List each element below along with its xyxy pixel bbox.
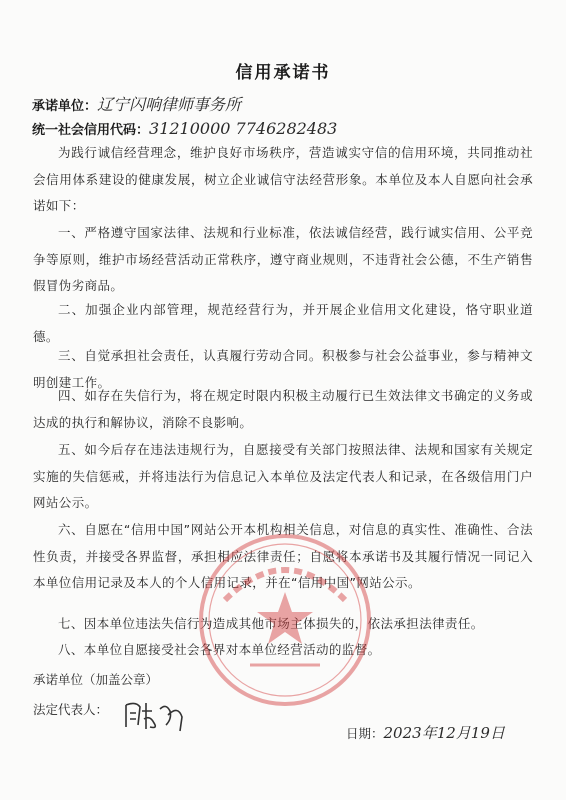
paragraph-2: 二、加强企业内部管理，规范经营行为，并开展企业信用文化建设，恪守职业道德。	[33, 302, 533, 344]
paragraph-1: 一、严格遵守国家法律、法规和行业标准，依法诚信经营，践行诚实信用、公平竞争等原则，维护市场经营活动正常秩序，遵守商业规则，不违背社会公德，不生产销售假冒伪劣商品。	[33, 225, 533, 293]
paragraph-8: 八、本单位自愿接受社会各界对本单位经营活动的监督。	[58, 642, 381, 657]
unit-field	[32, 92, 241, 115]
unit-label: 承诺单位：	[32, 99, 98, 114]
official-seal-stamp	[195, 530, 375, 710]
paragraph-3: 三、自觉承担社会责任，认真履行劳动合同。积极参与社会公益事业，参与精神文明创建工作。	[33, 348, 533, 390]
credit-code-label: 统一社会信用代码：	[32, 123, 150, 138]
date-label: 日期：	[346, 726, 384, 741]
date-field	[346, 722, 505, 743]
credit-code-field	[32, 119, 337, 138]
paragraph-intro: 为践行诚信经营理念，维护良好市场秩序，营造诚实守信的信用环境，共同推动社会信用体系建设的健康发展，树立企业诚信守法经营形象。本单位及本人自愿向社会承诺如下：	[33, 145, 533, 213]
unit-value: 辽宁闪响律师事务所	[97, 95, 242, 114]
paragraph-4: 四、如存在失信行为，将在规定时限内积极主动履行已生效法律文书确定的义务或达成的执行和解协议，消除不良影响。	[33, 388, 533, 430]
paragraph-5: 五、如今后存在违法违规行为，自愿接受有关部门按照法律、法规和国家有关规定实施的失信惩戒，并将违法行为信息记入本单位及法定代表人和记录，在各级信用门户网站公示。	[33, 442, 533, 510]
paragraph-6: 六、自愿在“信用中国”网站公开本机构相关信息，对信息的真实性、准确性、合法性负责，并接受各界监督，承担相应法律责任；自愿将本承诺书及其履行情况一同记入本单位信用记录及本人的个人信用记录，并在“信用中国”网站公示。	[33, 522, 533, 590]
sign-unit-label: 承诺单位（加盖公章）	[33, 672, 159, 687]
document-title: 信用承诺书	[235, 63, 331, 83]
date-value: 2023年12月19日	[383, 724, 505, 742]
paragraph-7: 七、因本单位违法失信行为造成其他市场主体损失的，依法承担法律责任。	[58, 616, 484, 631]
credit-code-value: 31210000 7746282483	[149, 119, 338, 138]
legal-rep-label: 法定代表人：	[33, 702, 109, 717]
handwritten-signature	[120, 695, 190, 735]
